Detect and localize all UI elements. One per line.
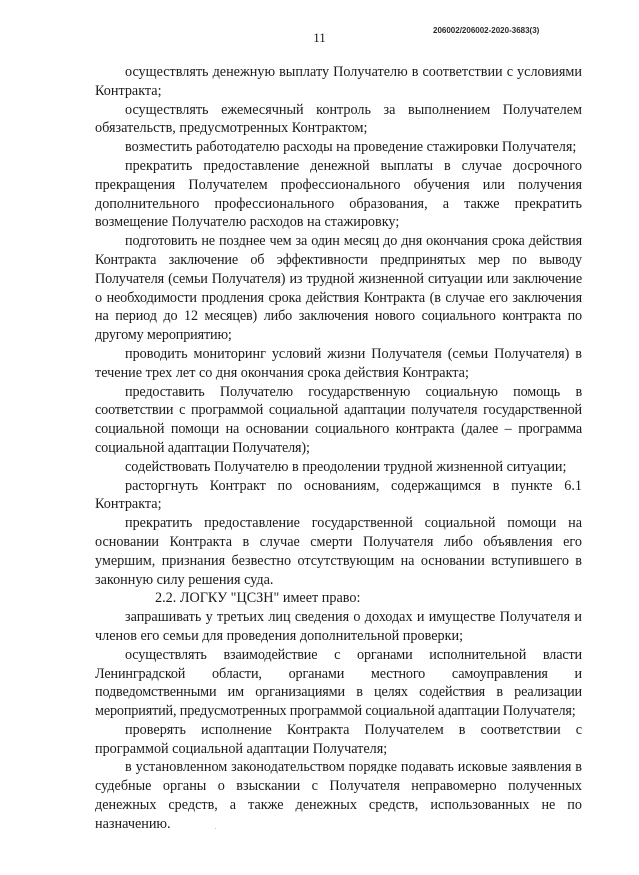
paragraph-request-info: запрашивать у третьих лиц сведения о доходах и имуществе Получателя и членов его семьи для проведения дополнительной проверки; [95,609,582,644]
paragraph-monitoring: проводить мониторинг условий жизни Получателя (семьи Получателя) в течение трех лет со дня окончания срока действия Контракта; [95,345,582,381]
paragraph-interaction: осуществлять взаимодействие с органами исполнительной власти Ленинградской области, органами местного самоуправления и подведомственными им организациями в целях содействия в реализации мероприятий, предусмотренных программой социальной адаптации Получателя; [95,646,582,720]
section-heading-rights: 2.2. ЛОГКУ "ЦСЗН" имеет право: [155,590,361,607]
paragraph-lawsuits: в установленном законодательством порядке подавать исковые заявления в судебные органы о взыскании с Получателя неправомерно полученных денежных средств, а также денежных средств, использованных не по назначению. [95,759,582,832]
scan-dot [215,828,216,829]
paragraph-verify: проверять исполнение Контракта Получателем в соответствии с программой социальной адаптации Получателя; [95,721,582,757]
document-id: 206002/206002-2020-3683(3) [433,26,540,35]
paragraph-terminate: расторгнуть Контракт по основаниям, содержащимся в пункте 6.1 Контракта; [95,477,582,513]
paragraph-payment: осуществлять денежную выплату Получателю в соответствии с условиями Контракта; [95,64,582,99]
paragraph-stop-payment: прекратить предоставление денежной выплаты в случае досрочного прекращения Получателем профессионального обучения или получения дополнительного профессионального образования, а также прекратить возмещение Получателю расходов на стажировку; [95,157,582,231]
paragraph-employer-costs: возместить работодателю расходы на проведение стажировки Получателя; [125,139,577,156]
page-number: 11 [313,30,326,45]
paragraph-conclusion: подготовить не позднее чем за один месяц до дня окончания срока действия Контракта заключение об эффективности предпринятых мер по выводу Получателя (семьи Получателя) из трудной жизненной ситуации или заключение о необходимости продления срока действия Контракта (в случае его заключения на период до 12 месяцев) либо заключения нового социального контракта по другому мероприятию; [95,233,582,344]
paragraph-stop-assistance: прекратить предоставление государственной социальной помощи на основании Контракта в случае смерти Получателя либо объявления его умершим, признания безвестно отсутствующим на основании вступившего в законную силу решения суда. [95,515,582,588]
paragraph-social-assistance: предоставить Получателю государственную социальную помощь в соответствии с программой социальной адаптации получателя государственной социальной помощи на основании социального контракта (далее – программа социальной адаптации Получателя); [95,383,582,456]
paragraph-monthly-control: осуществлять ежемесячный контроль за выполнением Получателем обязательств, предусмотренных Контрактом; [95,101,582,137]
paragraph-assist: содействовать Получателю в преодолении трудной жизненной ситуации; [125,458,567,475]
document-body [95,63,582,834]
